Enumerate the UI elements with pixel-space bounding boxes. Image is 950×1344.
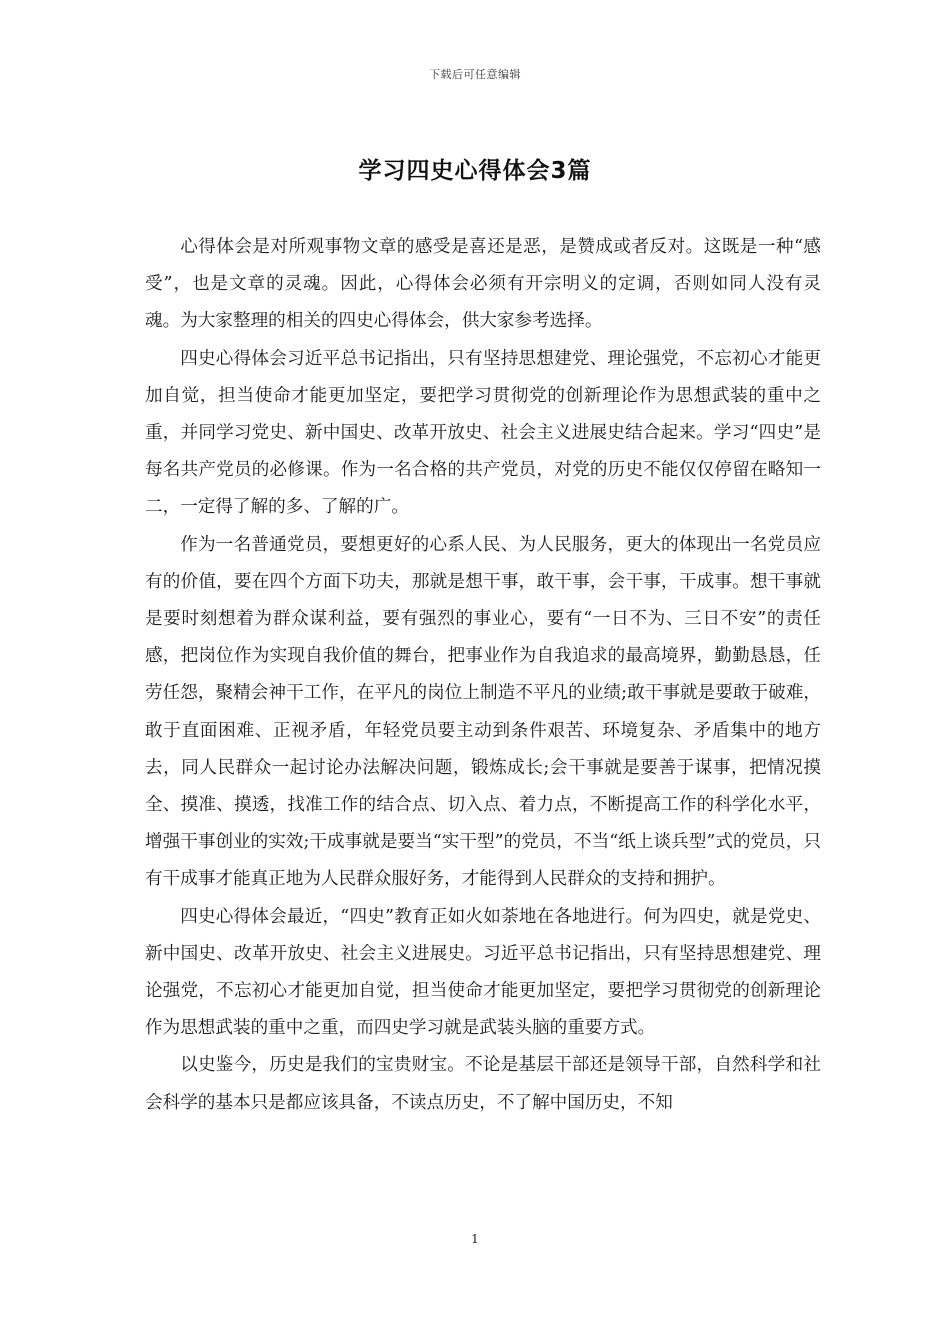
- document-title: 学习四史心得体会3篇: [358, 158, 592, 184]
- paragraph-history-mirror: 以史鉴今，历史是我们的宝贵财宝。不论是基层干部还是领导干部，自然科学和社会科学的基本只是都应该具备，不读点历史，不了解中国历史，不知: [145, 1055, 821, 1113]
- page-number: 1: [471, 1232, 479, 1246]
- paragraph-essay-one: 四史心得体会习近平总书记指出，只有坚持思想建党、理论强党，不忘初心才能更加自觉，担当使命才能更加坚定，要把学习贯彻党的创新理论作为思想武装的重中之重，并同学习党史、新中国史、改革开放史、社会主义进展史结合起来。学习“四史”是每名共产党员的必修课。作为一名合格的共产党员，对党的历史不能仅仅停留在略知一二，一定得了解的多、了解的广。: [145, 348, 821, 518]
- header-note: 下载后可任意编辑: [429, 68, 521, 81]
- document-body: [145, 229, 821, 1122]
- paragraph-intro: 心得体会是对所观事物文章的感受是喜还是恶，是赞成或者反对。这既是一种“感受”，也是文章的灵魂。因此，心得体会必须有开宗明义的定调，否则如同人没有灵魂。为大家整理的相关的四史心得体会，供大家参考选择。: [145, 237, 821, 332]
- paragraph-party-member: 作为一名普通党员，要想更好的心系人民、为人民服务，更大的体现出一名党员应有的价值，要在四个方面下功夫，那就是想干事，敢干事，会干事，干成事。想干事就是要时刻想着为群众谋利益，要有强烈的事业心，要有“一日不为、三日不安”的责任感，把岗位作为实现自我价值的舞台，把事业作为自我追求的最高境界，勤勤恳恳，任劳任怨，聚精会神干工作，在平凡的岗位上制造不平凡的业绩;敢干事就是要敢于破难，敢于直面困难、正视矛盾，年轻党员要主动到条件艰苦、环境复杂、矛盾集中的地方去，同人民群众一起讨论办法解决问题，锻炼成长;会干事就是要善于谋事，把情况摸全、摸准、摸透，找准工作的结合点、切入点、着力点，不断提高工作的科学化水平，增强干事创业的实效;干成事就是要当“实干型”的党员，不当“纸上谈兵型”式的党员，只有干成事才能真正地为人民群众服好务，才能得到人民群众的支持和拥护。: [145, 534, 821, 890]
- paragraph-essay-two: 四史心得体会最近，“四史”教育正如火如荼地在各地进行。何为四史，就是党史、新中国史、改革开放史、社会主义进展史。习近平总书记指出，只有坚持思想建党、理论强党，不忘初心才能更加自觉，担当使命才能更加坚定，要把学习贯彻党的创新理论作为思想武装的重中之重，而四史学习就是武装头脑的重要方式。: [145, 906, 821, 1039]
